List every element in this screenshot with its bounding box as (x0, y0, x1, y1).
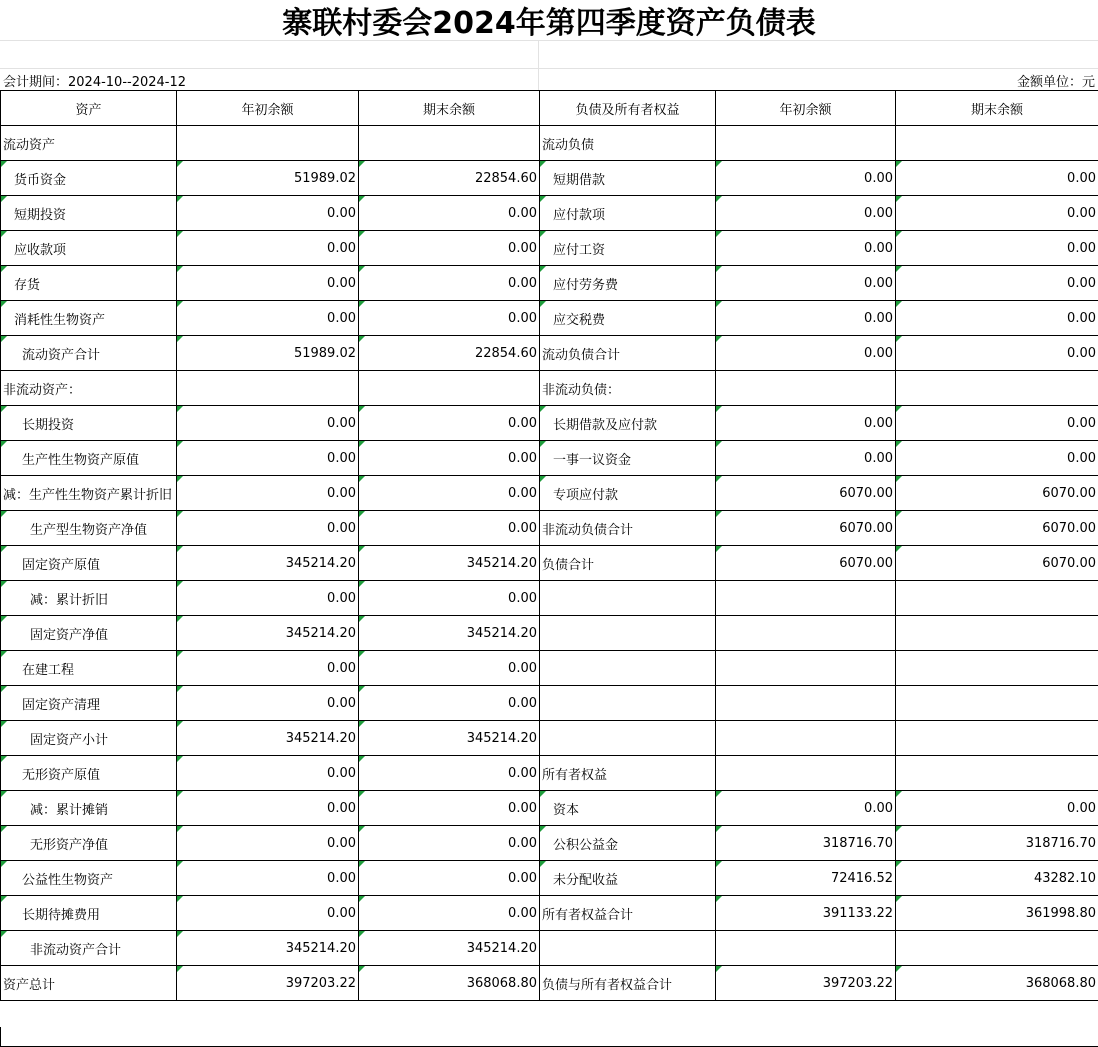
liability-opening-cell[interactable]: 72416.52 (716, 861, 896, 896)
liability-opening-cell[interactable] (716, 581, 896, 616)
asset-name-cell[interactable]: 资产总计 (1, 966, 177, 1001)
asset-name-cell[interactable]: 长期待摊费用 (1, 896, 177, 931)
liability-opening-cell[interactable]: 0.00 (716, 231, 896, 266)
liability-opening-cell[interactable] (716, 931, 896, 966)
asset-closing-cell[interactable]: 345214.20 (359, 546, 540, 581)
asset-opening-cell[interactable]: 51989.02 (177, 336, 359, 371)
liability-opening-cell[interactable]: 318716.70 (716, 826, 896, 861)
liability-closing-cell[interactable] (896, 686, 1098, 721)
asset-name-cell[interactable]: 固定资产清理 (1, 686, 177, 721)
asset-closing-cell[interactable]: 0.00 (359, 896, 540, 931)
currency-unit: 金额单位：元 (1016, 75, 1095, 90)
table-row (1, 336, 1098, 371)
meta-row (0, 69, 1098, 90)
table-row (1, 581, 1098, 616)
liability-closing-cell[interactable] (896, 721, 1098, 756)
table-row (1, 896, 1098, 931)
asset-opening-cell[interactable]: 345214.20 (177, 931, 359, 966)
liability-opening-cell[interactable] (716, 651, 896, 686)
asset-name-cell[interactable]: 流动资产 (1, 126, 177, 161)
liability-name-cell[interactable] (540, 616, 716, 651)
asset-closing-cell[interactable]: 22854.60 (359, 161, 540, 196)
asset-name-cell[interactable]: 固定资产小计 (1, 721, 177, 756)
asset-name-cell[interactable]: 公益性生物资产 (1, 861, 177, 896)
asset-opening-cell[interactable]: 0.00 (177, 896, 359, 931)
liability-closing-cell[interactable]: 0.00 (896, 266, 1098, 301)
asset-closing-cell[interactable]: 0.00 (359, 756, 540, 791)
header-liabilities-opening: 年初余额 (716, 91, 896, 126)
liability-opening-cell[interactable]: 0.00 (716, 406, 896, 441)
table-row (1, 231, 1098, 266)
liability-name-cell[interactable]: 专项应付款 (540, 476, 716, 511)
liability-opening-cell[interactable]: 391133.22 (716, 896, 896, 931)
asset-opening-cell[interactable]: 345214.20 (177, 616, 359, 651)
table-row (1, 966, 1098, 1001)
table-row (1, 756, 1098, 791)
table-row (1, 161, 1098, 196)
liability-opening-cell[interactable]: 0.00 (716, 161, 896, 196)
asset-name-cell[interactable]: 非流动资产： (1, 371, 177, 406)
asset-name-cell[interactable]: 生产性生物资产原值 (1, 441, 177, 476)
liability-closing-cell[interactable]: 0.00 (896, 196, 1098, 231)
asset-closing-cell[interactable]: 345214.20 (359, 931, 540, 966)
asset-name-cell[interactable]: 生产型生物资产净值 (1, 511, 177, 546)
liability-name-cell[interactable]: 负债合计 (540, 546, 716, 581)
liability-name-cell[interactable]: 一事一议资金 (540, 441, 716, 476)
asset-opening-cell[interactable]: 0.00 (177, 301, 359, 336)
bottom-blank-row (0, 1027, 1098, 1047)
liability-name-cell[interactable] (540, 721, 716, 756)
liability-opening-cell[interactable]: 6070.00 (716, 511, 896, 546)
liability-opening-cell[interactable] (716, 686, 896, 721)
liability-opening-cell[interactable] (716, 616, 896, 651)
liability-closing-cell[interactable]: 318716.70 (896, 826, 1098, 861)
liability-closing-cell[interactable]: 0.00 (896, 301, 1098, 336)
liability-opening-cell[interactable] (716, 721, 896, 756)
table-row (1, 371, 1098, 406)
liability-closing-cell[interactable]: 6070.00 (896, 511, 1098, 546)
header-row (1, 91, 1098, 126)
liability-opening-cell[interactable] (716, 371, 896, 406)
table-row (1, 196, 1098, 231)
asset-name-cell[interactable]: 非流动资产合计 (1, 931, 177, 966)
asset-name-cell[interactable]: 流动资产合计 (1, 336, 177, 371)
liability-name-cell[interactable] (540, 686, 716, 721)
header-liabilities-closing: 期末余额 (896, 91, 1098, 126)
liability-name-cell[interactable] (540, 931, 716, 966)
liability-name-cell[interactable]: 所有者权益 (540, 756, 716, 791)
asset-name-cell[interactable]: 长期投资 (1, 406, 177, 441)
asset-opening-cell[interactable]: 397203.22 (177, 966, 359, 1001)
asset-opening-cell[interactable]: 0.00 (177, 581, 359, 616)
asset-closing-cell[interactable]: 22854.60 (359, 336, 540, 371)
liability-opening-cell[interactable]: 6070.00 (716, 546, 896, 581)
header-liabilities-equity: 负债及所有者权益 (540, 91, 716, 126)
liability-closing-cell[interactable]: 6070.00 (896, 546, 1098, 581)
liability-opening-cell[interactable]: 0.00 (716, 791, 896, 826)
asset-name-cell[interactable]: 应收款项 (1, 231, 177, 266)
liability-name-cell[interactable]: 未分配收益 (540, 861, 716, 896)
liability-name-cell[interactable]: 负债与所有者权益合计 (540, 966, 716, 1001)
asset-closing-cell[interactable]: 0.00 (359, 791, 540, 826)
asset-closing-cell[interactable] (359, 371, 540, 406)
liability-closing-cell[interactable] (896, 581, 1098, 616)
header-assets: 资产 (1, 91, 177, 126)
asset-closing-cell[interactable] (359, 126, 540, 161)
liability-name-cell[interactable]: 长期借款及应付款 (540, 406, 716, 441)
asset-name-cell[interactable]: 减：累计折旧 (1, 581, 177, 616)
liability-opening-cell[interactable]: 0.00 (716, 441, 896, 476)
liability-name-cell[interactable]: 应付工资 (540, 231, 716, 266)
asset-name-cell[interactable]: 减：生产性生物资产累计折旧 (1, 476, 177, 511)
asset-opening-cell[interactable]: 0.00 (177, 266, 359, 301)
liability-name-cell[interactable]: 非流动负债合计 (540, 511, 716, 546)
table-row (1, 931, 1098, 966)
liability-name-cell[interactable]: 资本 (540, 791, 716, 826)
liability-opening-cell[interactable]: 0.00 (716, 301, 896, 336)
asset-closing-cell[interactable]: 0.00 (359, 441, 540, 476)
liability-opening-cell[interactable] (716, 126, 896, 161)
asset-opening-cell[interactable]: 0.00 (177, 826, 359, 861)
liability-name-cell[interactable]: 应交税费 (540, 301, 716, 336)
asset-opening-cell[interactable]: 0.00 (177, 511, 359, 546)
liability-opening-cell[interactable]: 0.00 (716, 266, 896, 301)
liability-closing-cell[interactable]: 0.00 (896, 336, 1098, 371)
asset-opening-cell[interactable]: 51989.02 (177, 161, 359, 196)
asset-closing-cell[interactable]: 345214.20 (359, 616, 540, 651)
asset-name-cell[interactable]: 货币资金 (1, 161, 177, 196)
liability-name-cell[interactable] (540, 651, 716, 686)
asset-closing-cell[interactable]: 0.00 (359, 301, 540, 336)
liability-name-cell[interactable] (540, 581, 716, 616)
liability-name-cell[interactable]: 应付劳务费 (540, 266, 716, 301)
liability-name-cell[interactable]: 应付款项 (540, 196, 716, 231)
liability-closing-cell[interactable]: 361998.80 (896, 896, 1098, 931)
asset-closing-cell[interactable]: 0.00 (359, 686, 540, 721)
liability-closing-cell[interactable]: 368068.80 (896, 966, 1098, 1001)
asset-opening-cell[interactable]: 0.00 (177, 196, 359, 231)
asset-opening-cell[interactable]: 0.00 (177, 476, 359, 511)
liability-closing-cell[interactable] (896, 616, 1098, 651)
asset-name-cell[interactable]: 消耗性生物资产 (1, 301, 177, 336)
table-row (1, 266, 1098, 301)
table-row (1, 546, 1098, 581)
liability-name-cell[interactable]: 公积公益金 (540, 826, 716, 861)
asset-closing-cell[interactable]: 0.00 (359, 231, 540, 266)
asset-closing-cell[interactable]: 0.00 (359, 266, 540, 301)
asset-opening-cell[interactable] (177, 371, 359, 406)
liability-closing-cell[interactable] (896, 931, 1098, 966)
liability-closing-cell[interactable]: 0.00 (896, 406, 1098, 441)
liability-closing-cell[interactable] (896, 126, 1098, 161)
asset-closing-cell[interactable]: 0.00 (359, 861, 540, 896)
asset-opening-cell[interactable]: 0.00 (177, 651, 359, 686)
table-row (1, 406, 1098, 441)
liability-opening-cell[interactable]: 0.00 (716, 336, 896, 371)
table-row (1, 861, 1098, 896)
liability-closing-cell[interactable]: 0.00 (896, 231, 1098, 266)
liability-closing-cell[interactable]: 0.00 (896, 791, 1098, 826)
liability-closing-cell[interactable]: 0.00 (896, 161, 1098, 196)
asset-opening-cell[interactable]: 0.00 (177, 686, 359, 721)
asset-closing-cell[interactable]: 0.00 (359, 476, 540, 511)
liability-name-cell[interactable]: 非流动负债： (540, 371, 716, 406)
asset-opening-cell[interactable]: 0.00 (177, 861, 359, 896)
asset-opening-cell[interactable]: 0.00 (177, 441, 359, 476)
liability-name-cell[interactable]: 所有者权益合计 (540, 896, 716, 931)
asset-name-cell[interactable]: 减：累计摊销 (1, 791, 177, 826)
liability-closing-cell[interactable] (896, 756, 1098, 791)
liability-closing-cell[interactable]: 6070.00 (896, 476, 1098, 511)
table-row (1, 126, 1098, 161)
table-row (1, 651, 1098, 686)
liability-opening-cell[interactable] (716, 756, 896, 791)
table-row (1, 511, 1098, 546)
liability-closing-cell[interactable] (896, 371, 1098, 406)
asset-opening-cell[interactable]: 345214.20 (177, 721, 359, 756)
blank-spacer-row (0, 40, 1098, 69)
liability-opening-cell[interactable]: 6070.00 (716, 476, 896, 511)
table-row (1, 686, 1098, 721)
table-row (1, 826, 1098, 861)
asset-closing-cell[interactable]: 0.00 (359, 651, 540, 686)
asset-closing-cell[interactable]: 368068.80 (359, 966, 540, 1001)
asset-name-cell[interactable]: 固定资产原值 (1, 546, 177, 581)
asset-closing-cell[interactable]: 0.00 (359, 196, 540, 231)
liability-name-cell[interactable]: 短期借款 (540, 161, 716, 196)
accounting-period: 会计期间：2024-10--2024-12 (3, 75, 187, 90)
asset-closing-cell[interactable]: 0.00 (359, 511, 540, 546)
asset-name-cell[interactable]: 固定资产净值 (1, 616, 177, 651)
asset-name-cell[interactable]: 无形资产净值 (1, 826, 177, 861)
table-row (1, 476, 1098, 511)
header-assets-opening: 年初余额 (177, 91, 359, 126)
asset-opening-cell[interactable] (177, 126, 359, 161)
table-row (1, 616, 1098, 651)
liability-opening-cell[interactable]: 0.00 (716, 196, 896, 231)
liability-name-cell[interactable]: 流动负债合计 (540, 336, 716, 371)
table-row (1, 441, 1098, 476)
liability-name-cell[interactable]: 流动负债 (540, 126, 716, 161)
asset-closing-cell[interactable]: 0.00 (359, 581, 540, 616)
asset-name-cell[interactable]: 在建工程 (1, 651, 177, 686)
asset-closing-cell[interactable]: 345214.20 (359, 721, 540, 756)
asset-opening-cell[interactable]: 0.00 (177, 791, 359, 826)
table-row (1, 791, 1098, 826)
table-row (1, 301, 1098, 336)
asset-name-cell[interactable]: 短期投资 (1, 196, 177, 231)
balance-sheet-table (0, 90, 1098, 1001)
asset-name-cell[interactable]: 无形资产原值 (1, 756, 177, 791)
header-assets-closing: 期末余额 (359, 91, 540, 126)
liability-opening-cell[interactable]: 397203.22 (716, 966, 896, 1001)
liability-closing-cell[interactable]: 43282.10 (896, 861, 1098, 896)
asset-opening-cell[interactable]: 345214.20 (177, 546, 359, 581)
liability-closing-cell[interactable]: 0.00 (896, 441, 1098, 476)
asset-closing-cell[interactable]: 0.00 (359, 406, 540, 441)
table-row (1, 721, 1098, 756)
sheet-title: 寨联村委会2024年第四季度资产负债表 (0, 0, 1098, 41)
asset-name-cell[interactable]: 存货 (1, 266, 177, 301)
asset-closing-cell[interactable]: 0.00 (359, 826, 540, 861)
asset-opening-cell[interactable]: 0.00 (177, 406, 359, 441)
asset-opening-cell[interactable]: 0.00 (177, 756, 359, 791)
asset-opening-cell[interactable]: 0.00 (177, 231, 359, 266)
liability-closing-cell[interactable] (896, 651, 1098, 686)
